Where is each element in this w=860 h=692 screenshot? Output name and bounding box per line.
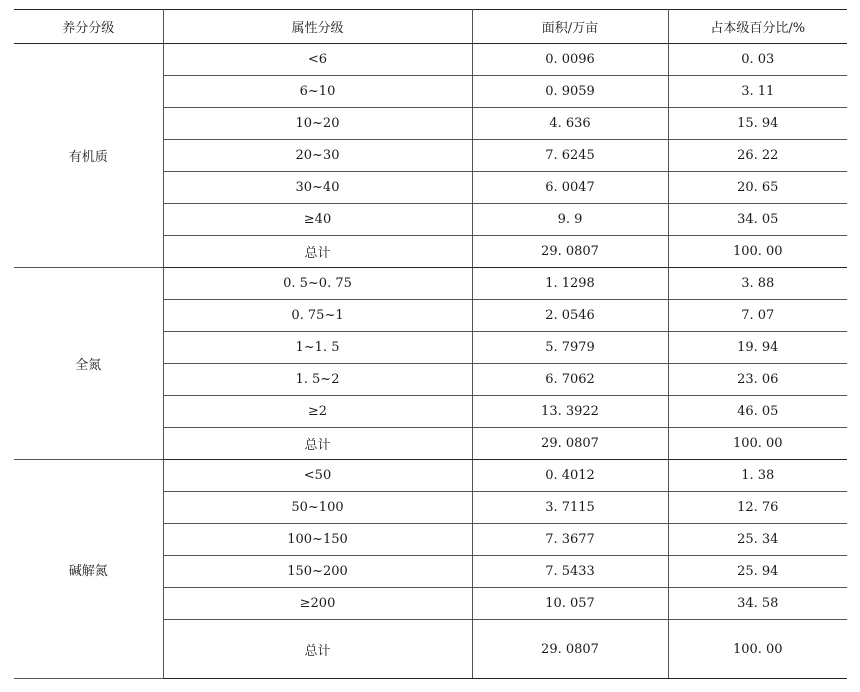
area-cell: 6. 7062	[472, 364, 668, 396]
percent-cell: 100. 00	[668, 620, 847, 679]
percent-cell: 7. 07	[668, 300, 847, 332]
range-cell: 总计	[163, 428, 472, 460]
percent-cell: 100. 00	[668, 236, 847, 268]
percent-cell: 34. 58	[668, 588, 847, 620]
area-cell: 0. 9059	[472, 76, 668, 108]
area-cell: 6. 0047	[472, 172, 668, 204]
range-cell: ≥200	[163, 588, 472, 620]
area-cell: 2. 0546	[472, 300, 668, 332]
range-cell: 100~150	[163, 524, 472, 556]
percent-cell: 0. 03	[668, 44, 847, 76]
header-percent: 占本级百分比/%	[668, 10, 847, 44]
header-area: 面积/万亩	[472, 10, 668, 44]
percent-cell: 3. 88	[668, 268, 847, 300]
header-nutrient-level: 养分分级	[14, 10, 163, 44]
range-cell: 0. 5~0. 75	[163, 268, 472, 300]
area-cell: 10. 057	[472, 588, 668, 620]
area-cell: 29. 0807	[472, 236, 668, 268]
group-label: 全氮	[14, 268, 163, 460]
group-label: 碱解氮	[14, 460, 163, 679]
percent-cell: 100. 00	[668, 428, 847, 460]
area-cell: 7. 6245	[472, 140, 668, 172]
range-cell: 总计	[163, 236, 472, 268]
range-cell: <6	[163, 44, 472, 76]
range-cell: 30~40	[163, 172, 472, 204]
percent-cell: 26. 22	[668, 140, 847, 172]
area-cell: 0. 0096	[472, 44, 668, 76]
header-row	[14, 10, 847, 44]
percent-cell: 20. 65	[668, 172, 847, 204]
percent-cell: 19. 94	[668, 332, 847, 364]
range-cell: ≥2	[163, 396, 472, 428]
area-cell: 9. 9	[472, 204, 668, 236]
table-row	[14, 44, 847, 76]
area-cell: 7. 5433	[472, 556, 668, 588]
range-cell: 0. 75~1	[163, 300, 472, 332]
percent-cell: 25. 34	[668, 524, 847, 556]
percent-cell: 23. 06	[668, 364, 847, 396]
range-cell: <50	[163, 460, 472, 492]
percent-cell: 3. 11	[668, 76, 847, 108]
range-cell: 10~20	[163, 108, 472, 140]
percent-cell: 34. 05	[668, 204, 847, 236]
group-alkali-nitrogen	[14, 460, 847, 679]
range-cell: 150~200	[163, 556, 472, 588]
group-total-nitrogen	[14, 268, 847, 460]
area-cell: 13. 3922	[472, 396, 668, 428]
group-organic-matter	[14, 44, 847, 268]
table-row	[14, 460, 847, 492]
range-cell: ≥40	[163, 204, 472, 236]
range-cell: 6~10	[163, 76, 472, 108]
table-row	[14, 268, 847, 300]
area-cell: 29. 0807	[472, 428, 668, 460]
area-cell: 5. 7979	[472, 332, 668, 364]
area-cell: 7. 3677	[472, 524, 668, 556]
header-attribute-level: 属性分级	[163, 10, 472, 44]
percent-cell: 25. 94	[668, 556, 847, 588]
area-cell: 4. 636	[472, 108, 668, 140]
range-cell: 50~100	[163, 492, 472, 524]
percent-cell: 15. 94	[668, 108, 847, 140]
area-cell: 29. 0807	[472, 620, 668, 679]
area-cell: 3. 7115	[472, 492, 668, 524]
soil-nutrient-table	[14, 9, 847, 679]
percent-cell: 12. 76	[668, 492, 847, 524]
percent-cell: 1. 38	[668, 460, 847, 492]
area-cell: 1. 1298	[472, 268, 668, 300]
range-cell: 总计	[163, 620, 472, 679]
area-cell: 0. 4012	[472, 460, 668, 492]
table-header	[14, 10, 847, 44]
range-cell: 1~1. 5	[163, 332, 472, 364]
range-cell: 20~30	[163, 140, 472, 172]
group-label: 有机质	[14, 44, 163, 268]
percent-cell: 46. 05	[668, 396, 847, 428]
range-cell: 1. 5~2	[163, 364, 472, 396]
